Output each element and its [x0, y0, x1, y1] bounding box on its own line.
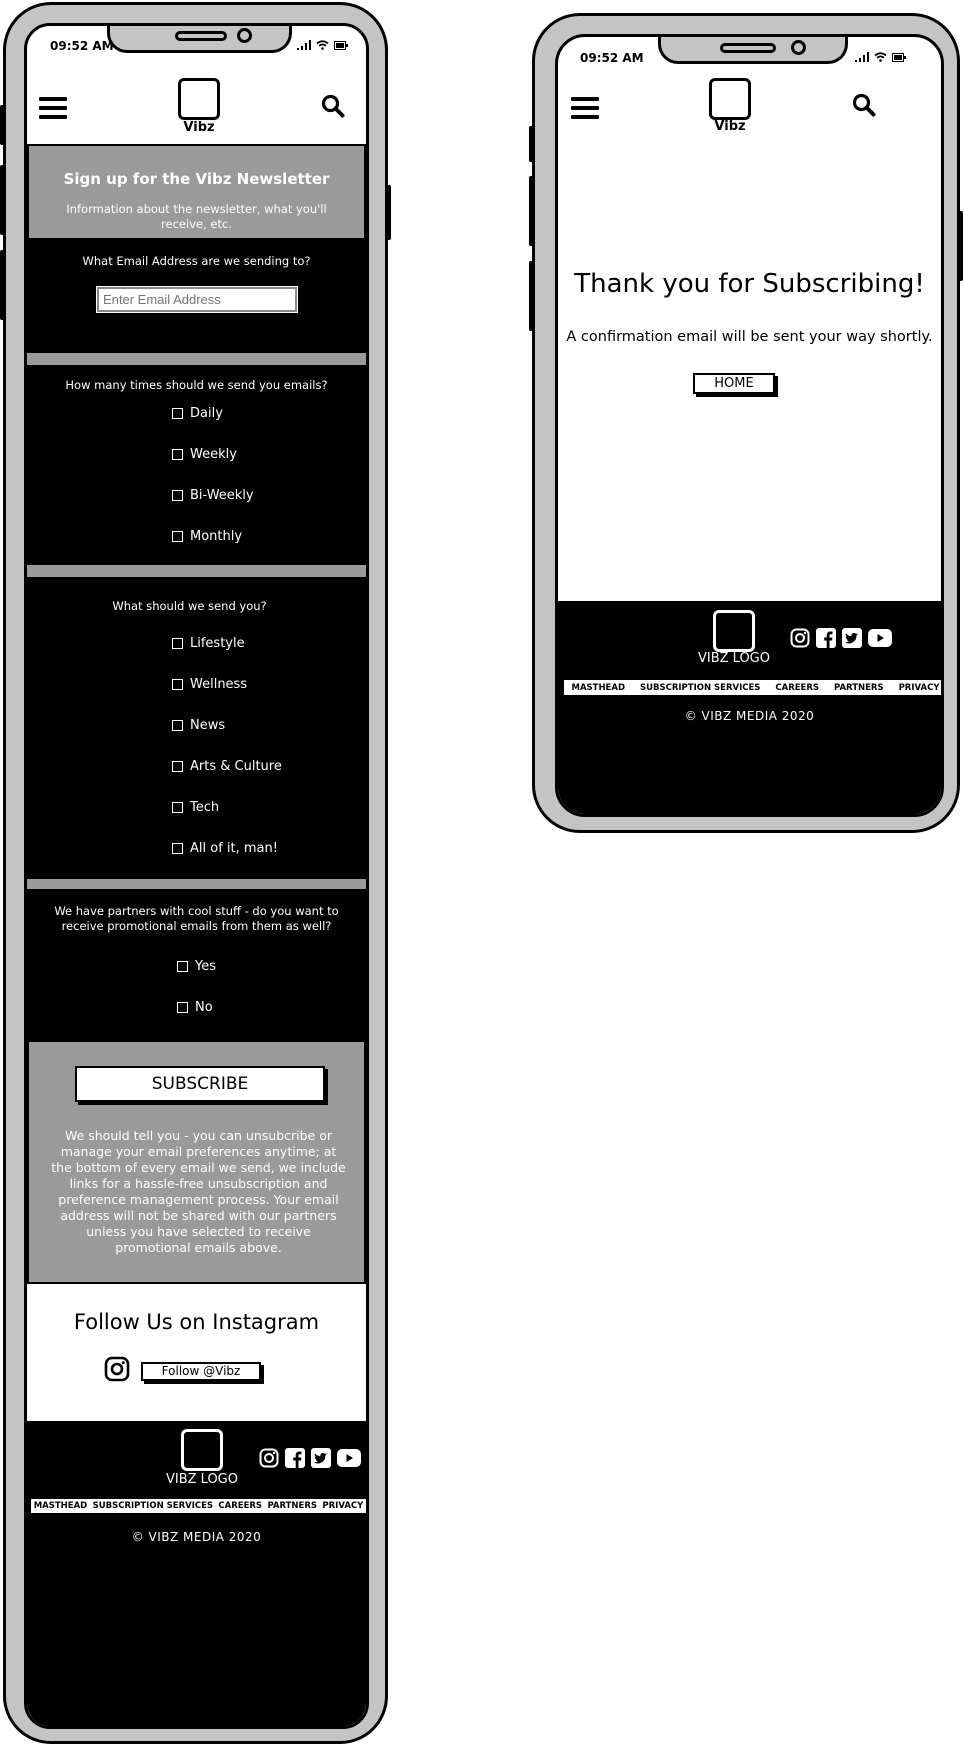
brand-logo[interactable]: [709, 78, 751, 120]
home-button[interactable]: HOME: [693, 373, 775, 394]
divider: [27, 352, 366, 366]
email-input[interactable]: [97, 287, 297, 312]
footer-logo[interactable]: [181, 1429, 223, 1471]
twitter-icon[interactable]: [842, 628, 862, 648]
email-question: What Email Address are we sending to?: [82, 254, 311, 268]
menu-icon[interactable]: [571, 97, 599, 124]
option-label: No: [195, 1000, 213, 1015]
subscribe-disclaimer: We should tell you - you can unsubcribe or manage your email preferences anytime; at the bottom of every email we send, we include links for a hassle-free unsubscription and preference management process. Your email address will not be shared with our partners unless you have selected to receive promotional emails above.: [51, 1128, 346, 1255]
topic-option-all[interactable]: [172, 841, 278, 856]
side-button: [529, 176, 534, 246]
option-label: Lifestyle: [190, 636, 245, 651]
frequency-section: [27, 366, 366, 564]
frequency-option-weekly[interactable]: [172, 447, 237, 462]
option-label: Monthly: [190, 529, 243, 544]
option-label: All of it, man!: [190, 841, 278, 856]
footer-link-masthead[interactable]: MASTHEAD: [571, 682, 625, 693]
footer-link-partners[interactable]: PARTNERS: [267, 1501, 318, 1511]
frequency-question: How many times should we send you emails?: [65, 378, 328, 392]
signal-icon: [855, 52, 869, 62]
search-icon[interactable]: [321, 94, 345, 118]
brand-logo[interactable]: [178, 78, 220, 120]
camera: [791, 40, 806, 55]
newsletter-intro: [27, 144, 366, 240]
speaker: [175, 31, 227, 41]
wifi-icon: [316, 40, 329, 50]
checkbox[interactable]: [172, 720, 183, 731]
checkbox[interactable]: [172, 449, 183, 460]
option-label: Tech: [190, 800, 220, 815]
footer-link-subscription-services[interactable]: SUBSCRIPTION SERVICES: [92, 1501, 214, 1511]
footer-link-careers[interactable]: CAREERS: [775, 682, 820, 693]
footer-link-careers[interactable]: CAREERS: [218, 1501, 263, 1511]
frequency-option-monthly[interactable]: [172, 529, 242, 544]
footer-logo-label: VIBZ LOGO: [697, 651, 770, 666]
subscribe-button[interactable]: SUBSCRIBE: [75, 1066, 325, 1102]
topic-option-news[interactable]: [172, 718, 225, 733]
option-label: News: [190, 718, 226, 733]
option-label: Bi-Weekly: [190, 488, 254, 503]
footer-copyright: © VIBZ MEDIA 2020: [131, 1530, 262, 1544]
checkbox[interactable]: [177, 1002, 188, 1013]
facebook-icon[interactable]: [285, 1448, 305, 1468]
screen-signup: [24, 23, 369, 1729]
side-button: [0, 250, 5, 320]
option-label: Weekly: [190, 447, 237, 462]
option-label: Yes: [195, 959, 216, 974]
power-button: [386, 185, 391, 240]
checkbox[interactable]: [172, 761, 183, 772]
option-label: Daily: [190, 406, 223, 421]
instagram-icon[interactable]: [790, 628, 810, 648]
checkbox[interactable]: [172, 490, 183, 501]
side-button: [529, 261, 534, 331]
follow-instagram-button[interactable]: Follow @Vibz: [141, 1362, 261, 1381]
frequency-option-daily[interactable]: [172, 406, 223, 421]
side-button: [0, 105, 5, 145]
status-time: 09:52 AM: [580, 51, 644, 65]
divider: [27, 878, 366, 890]
checkbox[interactable]: [172, 802, 183, 813]
option-label: Arts & Culture: [190, 759, 282, 774]
instagram-icon[interactable]: [259, 1448, 279, 1468]
topics-question: What should we send you?: [112, 599, 267, 613]
checkbox[interactable]: [172, 679, 183, 690]
signal-icon: [297, 40, 311, 50]
instagram-section: [27, 1286, 366, 1421]
twitter-icon[interactable]: [311, 1448, 331, 1468]
checkbox[interactable]: [172, 638, 183, 649]
battery-icon: [892, 53, 906, 62]
divider: [27, 564, 366, 578]
thanks-message: A confirmation email will be sent your way shortly.: [566, 329, 933, 345]
subscribe-section: [27, 1040, 366, 1284]
newsletter-description: Information about the newsletter, what you'll receive, etc.: [66, 202, 327, 231]
partners-question: We have partners with cool stuff - do you want to receive promotional emails from them as well?: [54, 904, 339, 933]
search-icon[interactable]: [852, 93, 876, 117]
topic-option-tech[interactable]: [172, 800, 219, 815]
footer-link-privacy[interactable]: PRIVACY: [322, 1501, 364, 1511]
email-section: [27, 240, 366, 352]
instagram-title: Follow Us on Instagram: [73, 1310, 320, 1334]
youtube-icon[interactable]: [337, 1449, 361, 1467]
topic-option-wellness[interactable]: [172, 677, 247, 692]
frequency-option-biweekly[interactable]: [172, 488, 254, 503]
instagram-icon[interactable]: [104, 1356, 130, 1382]
phone-frame-signup: [3, 2, 388, 1744]
menu-icon[interactable]: [39, 97, 67, 124]
thanks-title: Thank you for Subscribing!: [574, 269, 925, 299]
footer-link-masthead[interactable]: MASTHEAD: [33, 1501, 88, 1511]
topic-option-arts-culture[interactable]: [172, 759, 282, 774]
footer-nav: [564, 680, 944, 695]
checkbox[interactable]: [172, 843, 183, 854]
footer-nav: [31, 1499, 366, 1513]
footer: [27, 1421, 366, 1729]
power-button: [958, 211, 963, 281]
speaker: [720, 43, 776, 53]
brand-name: Vibz: [183, 120, 215, 135]
option-label: Wellness: [190, 677, 248, 692]
phone-frame-confirmation: [532, 13, 960, 833]
checkbox[interactable]: [177, 961, 188, 972]
battery-icon: [334, 41, 348, 50]
brand-name: Vibz: [714, 119, 746, 134]
footer-link-partners[interactable]: PARTNERS: [834, 682, 884, 693]
status-icons: [855, 52, 906, 62]
partners-section: [27, 890, 366, 1040]
footer-social-icons: [790, 628, 892, 648]
footer-logo-label: VIBZ LOGO: [165, 1472, 238, 1487]
status-time: 09:52 AM: [50, 39, 114, 53]
newsletter-title: Sign up for the Vibz Newsletter: [63, 170, 330, 188]
footer-logo[interactable]: [713, 610, 755, 652]
checkbox[interactable]: [172, 531, 183, 542]
footer-link-privacy[interactable]: PRIVACY: [898, 682, 940, 693]
footer-social-icons: [259, 1448, 361, 1468]
topic-option-lifestyle[interactable]: [172, 636, 245, 651]
checkbox[interactable]: [172, 408, 183, 419]
footer-copyright: © VIBZ MEDIA 2020: [684, 709, 815, 723]
wifi-icon: [874, 52, 887, 62]
side-button: [529, 126, 534, 162]
facebook-icon[interactable]: [816, 628, 836, 648]
partners-option-no[interactable]: [177, 1000, 213, 1015]
camera: [237, 28, 252, 43]
screen-confirmation: [555, 34, 944, 817]
footer-link-subscription-services[interactable]: SUBSCRIPTION SERVICES: [639, 682, 761, 693]
partners-option-yes[interactable]: [177, 959, 216, 974]
footer: [558, 601, 941, 817]
youtube-icon[interactable]: [868, 629, 892, 647]
topics-section: [27, 578, 366, 878]
side-button: [0, 165, 5, 235]
status-icons: [297, 40, 348, 50]
